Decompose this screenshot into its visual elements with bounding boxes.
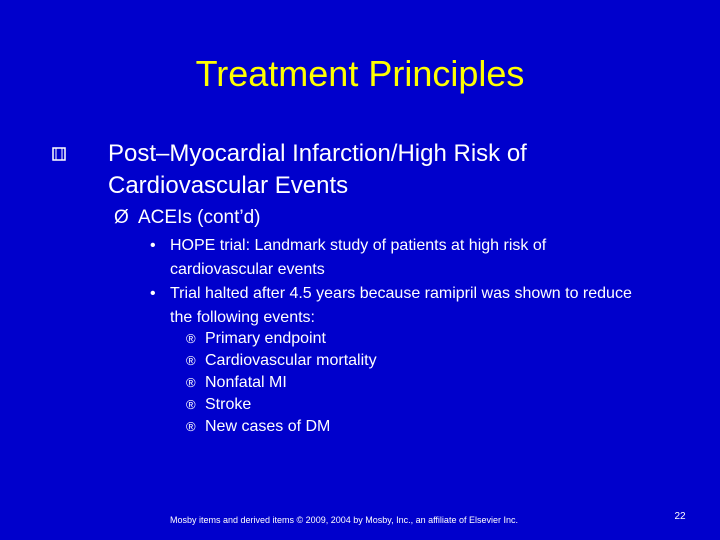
registered-bullet-icon: ® — [186, 419, 196, 434]
page-number: 22 — [674, 511, 686, 522]
copyright-footer: Mosby items and derived items © 2009, 2004 by Mosby, Inc., an affiliate of Elsevier Inc. — [170, 515, 518, 525]
bullet-level4-text: Stroke — [205, 396, 252, 413]
bullet-level1-text: Post–Myocardial Infarction/High Risk of Cardiovascular Events — [108, 140, 527, 199]
arrow-bullet-icon: Ø — [114, 207, 129, 228]
hollow-square-bullet-icon — [52, 147, 66, 161]
dot-bullet-icon: • — [150, 285, 156, 302]
bullet-level4-text: Nonfatal MI — [205, 374, 287, 391]
bullet-level3-text: Trial halted after 4.5 years because ramipril was shown to reduce the following events: — [170, 285, 632, 326]
bullet-level3-text: HOPE trial: Landmark study of patients at high risk of cardiovascular events — [170, 237, 547, 278]
dot-bullet-icon: • — [150, 237, 156, 254]
bullet-level4-text: Cardiovascular mortality — [205, 352, 377, 369]
registered-bullet-icon: ® — [186, 353, 196, 368]
registered-bullet-icon: ® — [186, 397, 196, 412]
bullet-level4-text: Primary endpoint — [205, 330, 326, 347]
bullet-level2-text: ACEIs (cont’d) — [138, 207, 261, 228]
slide-title: Treatment Principles — [195, 53, 525, 94]
registered-bullet-icon: ® — [186, 375, 196, 390]
bullet-level4-text: New cases of DM — [205, 418, 331, 435]
registered-bullet-icon: ® — [186, 331, 196, 346]
